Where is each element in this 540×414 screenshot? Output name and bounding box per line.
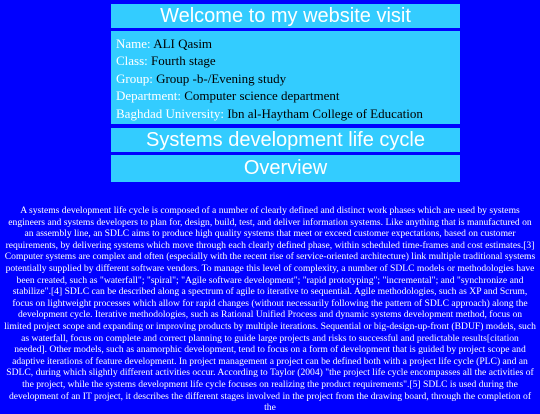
department-value: Computer science department [184, 88, 340, 104]
student-info-panel [111, 31, 460, 124]
class-label: Class: [116, 53, 152, 69]
info-row-class [116, 52, 460, 69]
section-title-banner [111, 128, 460, 152]
university-label: Baghdad University: [116, 105, 228, 121]
group-label: Group: [116, 70, 157, 86]
department-label: Department: [116, 88, 185, 104]
info-row-group [116, 70, 460, 87]
article-body: A systems development life cycle is composed of a number of clearly defined and distinct work phases which are used by systems engineers and systems developers to plan for, design, build, test, and deliver information systems. Like anything that is manufactured on an assembly line, an SDLC aims to produce high quality systems that meet or exceed customer expectations, based on customer requirements, by delivering systems which move through each clearly defined phase, within scheduled time-frames and cost estimates.[3] Computer systems are complex and often (especially with the recent rise of service-oriented architecture) link multiple traditional systems potentially supplied by different software vendors. To manage this level of complexity, a number of SDLC models or methodologies have been created, such as "waterfall"; "spiral"; "Agile software development"; "rapid prototyping"; "incremental"; and "synchronize and stabilize".[4] SDLC can be described along a spectrum of agile to iterative to sequential. Agile methodologies, such as XP and Scrum, focus on lightweight processes which allow for rapid changes (without necessarily following the pattern of SDLC approach) along the development cycle. Iterative methodologies, such as Rational Unified Process and dynamic systems development method, focus on limited project scope and expanding or improving products by multiple iterations. Sequential or big-design-up-front (BDUF) models, such as waterfall, focus on complete and correct planning to guide large projects and risks to successful and predictable results[citation needed]. Other models, such as anamorphic development, tend to focus on a form of development that is guided by project scope and adaptive iterations of feature development. In project management a project can be defined both with a project life cycle (PLC) and an SDLC, during which slightly different activities occur. According to Taylor (2004) "the project life cycle encompasses all the activities of the project, while the systems development life cycle focuses on realizing the product requirements".[5] SDLC is used during the development of an IT project, it describes the different stages involved in the project from the drawing board, through the completion of the [4, 205, 536, 414]
overview-banner [111, 155, 460, 182]
university-value: Ibn al-Haytham College of Education [227, 105, 423, 121]
info-row-department [116, 87, 460, 104]
name-label: Name: [116, 36, 154, 51]
info-row-university [116, 105, 460, 122]
welcome-banner [111, 4, 460, 28]
class-value: Fourth stage [151, 53, 216, 69]
welcome-title: Welcome to my website visit [160, 5, 411, 27]
section-title: Systems development life cycle [145, 129, 425, 151]
info-row-name [116, 35, 460, 52]
overview-heading: Overview [243, 157, 328, 179]
group-value: Group -b-/Evening study [156, 70, 287, 86]
name-value: ALI Qasim [153, 36, 213, 51]
